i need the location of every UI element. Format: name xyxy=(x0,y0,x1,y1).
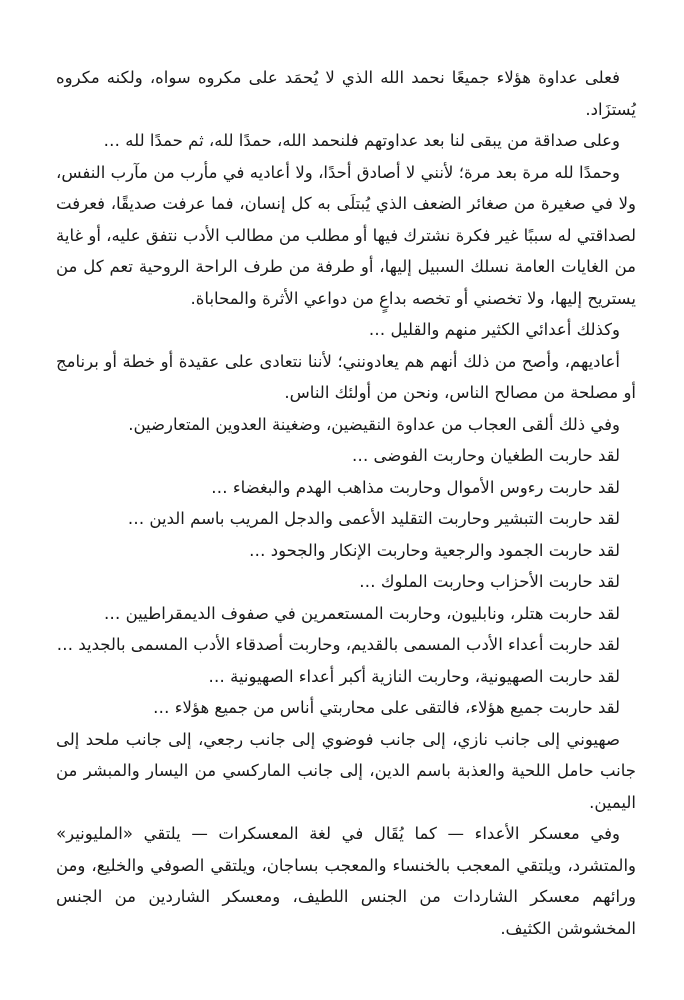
list-line: لقد حاربت الأحزاب وحاربت الملوك … xyxy=(359,572,620,591)
list-line: لقد حاربت الطغيان وحاربت الفوضى … xyxy=(351,446,620,465)
document-page xyxy=(56,62,636,944)
paragraph: وكذلك أعدائي الكثير منهم والقليل … xyxy=(368,320,620,339)
list-line: لقد حاربت هتلر، ونابليون، وحاربت المستعمرين في صفوف الديمقراطيين … xyxy=(103,603,620,623)
paragraph: وفي ذلك ألقى العجاب من عداوة النقيضين، وضغينة العدوين المتعارضين. xyxy=(128,414,620,434)
list-line: لقد حاربت التبشير وحاربت التقليد الأعمى والدجل المريب باسم الدين … xyxy=(127,509,620,528)
paragraph: وحمدًا لله مرة بعد مرة؛ لأنني لا أصادق أحدًا، ولا أعاديه في مأرب من مآرب النفس، ولا في صغيرة من صغائر الضعف الذي يُبتلَى به كل إنسان، فما عرفت صديقًا، فعرفت لصداقتي له سببًا غير فكرة نشترك فيها أو مطلب من مطالب الأدب نتفق عليه، أو غاية من الغايات العامة نسلك السبيل إليها، أو طرفة من طرف الراحة الروحية تعم كل من يستريح إليها، ولا تخصني أو تخصه بداعٍ من دواعي الأثرة والمحاباة. xyxy=(56,162,636,308)
list-line: لقد حاربت الصهيونية، وحاربت النازية أكبر أعداء الصهيونية … xyxy=(208,666,620,686)
paragraph: أعاديهم، وأصح من ذلك أنهم هم يعادونني؛ لأننا نتعادى على عقيدة أو خطة أو برنامج أو مصلحة من مصالح الناس، ونحن من أولئك الناس. xyxy=(56,351,636,402)
paragraph: وعلى صداقة من يبقى لنا بعد عداوتهم فلنحمد الله، حمدًا لله، ثم حمدًا لله … xyxy=(103,131,620,150)
list-line: لقد حاربت جميع هؤلاء، فالتقى على محاربتي أناس من جميع هؤلاء … xyxy=(153,698,620,717)
paragraph: صهيوني إلى جانب نازي، إلى جانب فوضوي إلى جانب رجعي، إلى جانب ملحد إلى جانب حامل اللحية والعذبة باسم الدين، إلى جانب الماركسي من اليسار والمبشر من اليمين. xyxy=(56,729,636,812)
paragraph: وفي معسكر الأعداء — كما يُقَال في لغة المعسكرات — يلتقي «المليونير» والمتشرد، ويلتقي المعجب بالخنساء والمعجب بساجان، ويلتقي الصوفي والخليع، ومن ورائهم معسكر الشاردات من الجنس اللطيف، ومعسكر الشاردين من الجنس المخشوشن الكثيف. xyxy=(56,824,636,938)
list-line: لقد حاربت رءوس الأموال وحاربت مذاهب الهدم والبغضاء … xyxy=(211,477,620,497)
list-line: لقد حاربت أعداء الأدب المسمى بالقديم، وحاربت أصدقاء الأدب المسمى بالجديد … xyxy=(56,635,620,654)
paragraph: فعلى عداوة هؤلاء جميعًا نحمد الله الذي لا يُحمَد على مكروه سواه، ولكنه مكروه يُستزَاد. xyxy=(56,68,636,119)
list-line: لقد حاربت الجمود والرجعية وحاربت الإنكار والجحود … xyxy=(249,540,620,560)
